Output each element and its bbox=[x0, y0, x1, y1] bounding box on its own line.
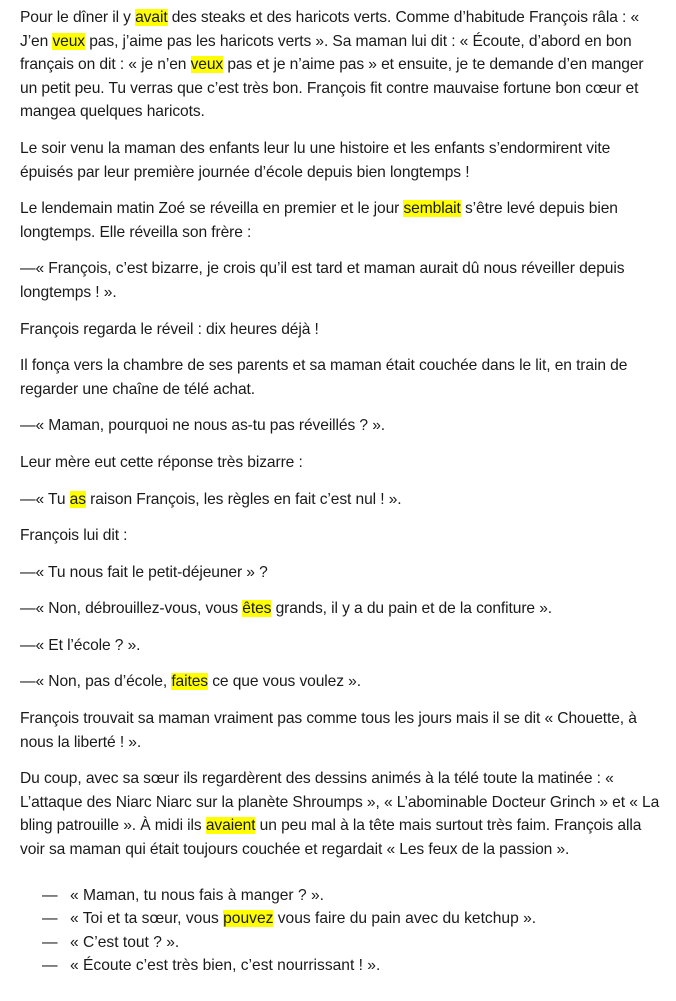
text-segment: Pour le dîner il y bbox=[20, 9, 136, 26]
dialogue-list bbox=[20, 884, 660, 978]
text-segment: —« Tu bbox=[20, 490, 70, 508]
paragraph bbox=[20, 670, 660, 694]
dialogue-list-item bbox=[42, 931, 660, 955]
text-segment: —« François, c’est bizarre, je crois qu’il est tard et maman aurait dû nous réveiller depuis longtemps ! ». bbox=[20, 260, 625, 301]
text-segment: Le soir venu la maman des enfants leur lu une histoire et les enfants s’endormirent vite épuisés par leur première journée d’école depuis bien longtemps ! bbox=[20, 139, 611, 181]
text-segment: François trouvait sa maman vraiment pas comme tous les jours mais il se dit « Chouette, à nous la liberté ! ». bbox=[20, 710, 637, 751]
paragraph bbox=[20, 197, 660, 244]
dialogue-list-item bbox=[42, 884, 660, 908]
text-segment: « Toi et ta sœur, vous bbox=[70, 910, 224, 928]
paragraph bbox=[20, 524, 660, 548]
text-segment: François lui dit : bbox=[20, 527, 128, 545]
text-segment: —« Maman, pourquoi ne nous as-tu pas réveillés ? ». bbox=[20, 417, 386, 435]
dialogue-list-item bbox=[42, 954, 660, 978]
paragraph bbox=[20, 707, 660, 754]
highlighted-word: êtes bbox=[242, 600, 272, 618]
paragraph bbox=[20, 318, 660, 342]
highlighted-word: avaient bbox=[205, 817, 256, 835]
text-segment: ce que vous voulez ». bbox=[208, 673, 361, 691]
text-segment: Le lendemain matin Zoé se réveilla en premier et le jour bbox=[20, 200, 404, 218]
text-segment: des steaks et des haricots verts. Comme d’habitude François râla : « J’en bbox=[20, 9, 640, 50]
text-segment: pas et je n’aime pas » et ensuite, je te demande d’en manger un petit peu. Tu verras que c’est très bon. François fit contre mauvaise fortune bon cœur et mangea quelques haricots. bbox=[20, 56, 644, 121]
paragraph bbox=[20, 414, 660, 438]
paragraph bbox=[20, 597, 660, 621]
text-segment: —« Tu nous fait le petit-déjeuner » ? bbox=[20, 563, 268, 581]
paragraph bbox=[20, 561, 660, 585]
document-body bbox=[20, 0, 660, 978]
paragraph bbox=[20, 451, 660, 475]
paragraph bbox=[20, 488, 660, 512]
dialogue-list-item bbox=[42, 907, 660, 931]
text-segment: grands, il y a du pain et de la confiture ». bbox=[271, 600, 553, 618]
paragraph-container bbox=[20, 6, 660, 862]
text-segment: s’être levé depuis bien longtemps. Elle réveilla son frère : bbox=[20, 200, 618, 241]
text-segment: —« Et l’école ? ». bbox=[20, 636, 141, 654]
text-segment: Il fonça vers la chambre de ses parents et sa maman était couchée dans le lit, en train de regarder une chaîne de télé achat. bbox=[20, 357, 628, 398]
text-segment: « Écoute c’est très bien, c’est nourrissant ! ». bbox=[70, 957, 381, 975]
paragraph bbox=[20, 137, 660, 184]
paragraph bbox=[20, 6, 660, 124]
text-segment: « C’est tout ? ». bbox=[70, 933, 180, 951]
text-segment: un peu mal à la tête mais surtout très faim. François alla voir sa maman qui était toujours couchée et regardait « Les feux de la passion ». bbox=[20, 817, 642, 859]
paragraph bbox=[20, 634, 660, 658]
highlighted-word: veux bbox=[190, 56, 224, 74]
paragraph bbox=[20, 354, 660, 401]
highlighted-word: as bbox=[69, 490, 86, 508]
highlighted-word: avait bbox=[135, 9, 168, 26]
text-segment: —« Non, pas d’école, bbox=[20, 673, 172, 691]
text-segment: pas, j’aime pas les haricots verts ». Sa maman lui dit : « Écoute, d’abord en bon français on dit : « je n’en bbox=[20, 32, 632, 74]
text-segment: Leur mère eut cette réponse très bizarre : bbox=[20, 453, 303, 471]
highlighted-word: veux bbox=[52, 32, 85, 50]
paragraph bbox=[20, 767, 660, 861]
text-segment: Du coup, avec sa sœur ils regardèrent des dessins animés à la télé toute la matinée : « L’attaque des Niarc Niarc sur la planète Shroumps », « L’abominable Docteur Grinch » et « La bling patrouille ». À midi ils bbox=[20, 770, 660, 835]
text-segment: —« Non, débrouillez-vous, vous bbox=[20, 600, 243, 618]
text-segment: vous faire du pain avec du ketchup ». bbox=[273, 910, 537, 928]
paragraph bbox=[20, 257, 660, 304]
text-segment: « Maman, tu nous fais à manger ? ». bbox=[70, 886, 324, 904]
highlighted-word: pouvez bbox=[223, 910, 274, 928]
highlighted-word: faites bbox=[171, 673, 208, 691]
highlighted-word: semblait bbox=[403, 200, 461, 218]
text-segment: raison François, les règles en fait c’est nul ! ». bbox=[85, 490, 402, 508]
text-segment: François regarda le réveil : dix heures déjà ! bbox=[20, 320, 319, 338]
